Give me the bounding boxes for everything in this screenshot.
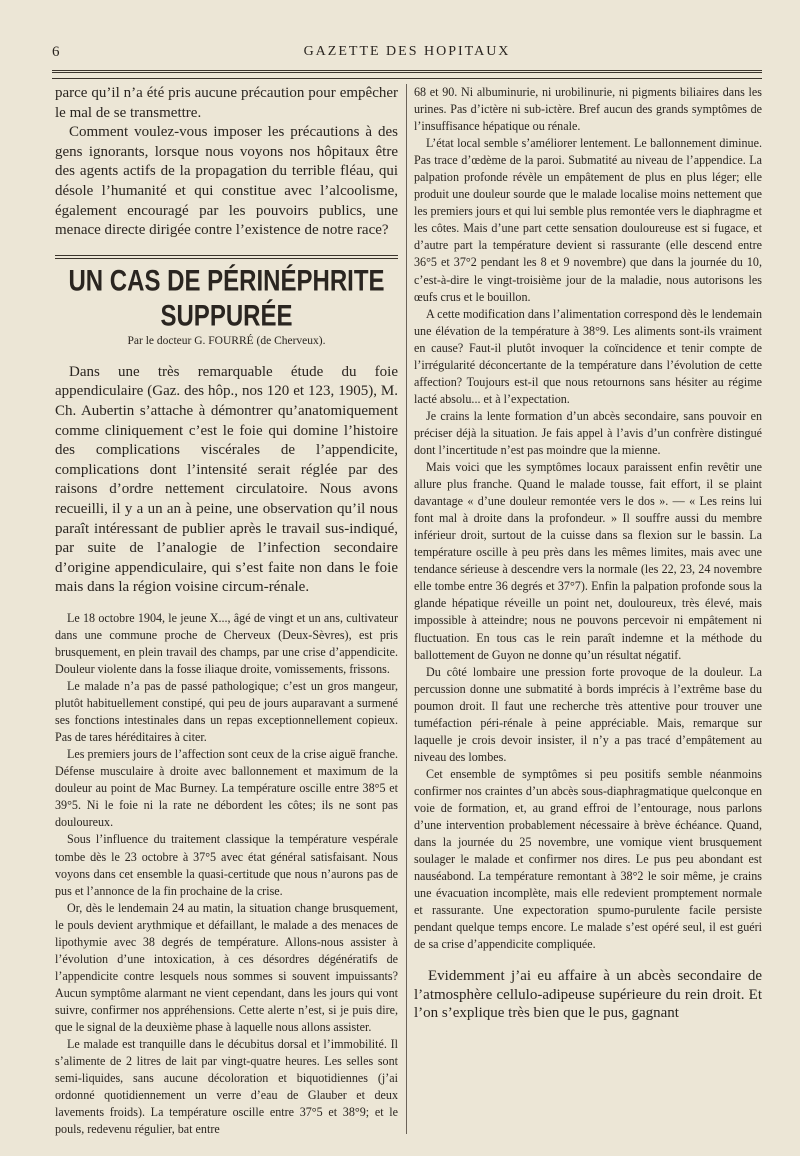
page-header <box>52 44 762 64</box>
body-paragraph: Mais voici que les symptômes locaux paraissent enfin revêtir une allure plus franche. Quand le malade tousse, fait effort, il se plaint davantage « d’une douleur remontée vers le dos ». — « Les reins lui font mal à droite dans la profondeur. » Il souffre aussi du membre inférieur droit, surtout de la cuisse dans sa flexion sur le bassin. La température oscille à peu près dans les mêmes limites, mais avec une tendance sérieuse à descendre vers la normale (les 22, 23, 24 novembre elle tombe entre 36 degrés et 37°7). Enfin la palpation profonde sous la glande hépatique réveille un point net, douloureux, très élevé, mais impossible à atteindre; nous ne pouvons percevoir ni empâtement ni fluctuation. En tous cas le rein paraît indemne et la méthode du ballottement de Guyon ne donne qu’un résultat négatif. <box>414 460 762 662</box>
body-paragraph: Du côté lombaire une pression forte provoque de la douleur. La percussion donne une submatité à bords imprécis à l’extrême base du poumon droit. Il faut une recherche très attentive pour trouver une tuméfaction péri-rénale à peine appréciable. Mais, remarque sur laquelle je crois devoir insister, il n’y a pas tracé d’empâtement au niveau des lombes. <box>414 664 762 764</box>
article-lead <box>55 363 398 598</box>
intro-text <box>55 84 398 241</box>
article-body-left <box>55 610 398 1138</box>
body-paragraph: Le 18 octobre 1904, le jeune X..., âgé de vingt et un ans, cultivateur dans une commune proche de Cherveux (Deux-Sèvres), est pris brusquement, en plein travail des champs, par une crise d’appendicite. Douleur violente dans la fosse iliaque droite, vomissements, frissons. <box>55 610 398 677</box>
column-separator <box>406 84 407 1134</box>
body-paragraph: L’état local semble s’améliorer lentement. Le ballonnement diminue. Pas trace d’œdème de la paroi. Submatité au niveau de l’appendice. La palpation profonde révèle un empâtement de plus en plus léger; elle produit une douleur sourde que le malade localise moins nettement que les premiers jours et qui lui semble plus remontée vers le diaphragme et les côtes. Mais d’une part cette sensation douloureuse est si fugace, et d’autre part la température devient si rassurante (elle descend entre 36°5 et 37°2 pendant les 8 et 9 novembre) que dans la journée du 10, c’est-à-dire le vingt-troisième jour de la maladie, nous autorisons les œufs crus et le bouillon. <box>414 136 762 304</box>
article-body-right <box>414 84 762 953</box>
page-number: 6 <box>52 44 60 60</box>
header-rule-thin <box>52 78 762 79</box>
body-paragraph: Le malade est tranquille dans le décubitus dorsal et l’immobilité. Il s’alimente de 2 litres de lait par vingt-quatre heures. Les selles sont semi-liquides, sans aucune décoloration et biquotidiennes (j’ai ordonné quotidiennement un verre d’eau de Glauber et deux lavements froids). La température oscille entre 37°5 et 38°9; et le pouls, redevenu régulier, bat entre <box>55 1037 398 1137</box>
lead-paragraph: Dans une très remarquable étude du foie appendiculaire (Gaz. des hôp., nos 120 et 123, 1905), M. Ch. Aubertin s’attache à démontrer qu’anatomiquement comme cliniquement c’est le foie qui domine l’histoire des complications viscérales de l’appendicite, complications dont l’intensité serait réglée par des raisons d’ordre nettement circulatoire. Nous avons recueilli, il y a un an à peine, une observation qu’il nous paraît intéressant de publier après le travail sus-indiqué, par suite de l’analogie de l’infection secondaire d’origine appendiculaire, qui s’est faite non dans le foie mais dans la région voisine circum-rénale. <box>55 363 398 596</box>
body-paragraph: Je crains la lente formation d’un abcès secondaire, sans pouvoir en préciser déjà la situation. Je fais appel à l’avis d’un confrère distingué dont l’incertitude n’est pas moindre que la mienne. <box>414 408 762 457</box>
intro-paragraph: Comment voulez-vous imposer les précautions à des gens ignorants, lorsque nous voyons nos hôpitaux être des agents actifs de la propagation du terrible fléau, qui désole l’humanité et qui constitue avec l’alcoolisme, également encouragé par les pouvoirs publics, une menace directe dirigée contre l’existence de notre race? <box>55 124 398 239</box>
header-rule <box>52 70 762 73</box>
body-paragraph: A cette modification dans l’alimentation correspond dès le lendemain une élévation de la température à 38°9. Les aliments sont-ils vraiment en cause? Faut-il plutôt invoquer la coïncidence et tenir compte de l’irrégularité déconcertante de la température dans l’évolution de cette affection? Toujours est-il que nous retournons sans hésiter au régime lacté absolu... et à l’expectation. <box>414 306 762 406</box>
article-byline: Par le docteur G. FOURRÉ (de Cherveux). <box>127 334 326 347</box>
body-paragraph: Cet ensemble de symptômes si peu positifs semble néanmoins confirmer nos craintes d’un abcès sous-diaphragmatique quelconque en voie de formation, et, au grand effroi de l’entourage, nous parlons d’une intervention probablement nécessaire à brève échéance. Quand, dans la journée du 25 novembre, une vomique vient brusquement soulager le malade et confirmer nos dires. Le pus peu abondant est nauséabond. La température remontant à 38°2 le soir même, je crains une évacuation incomplète, mais elle redevient promptement normale et rassurante. Une expectoration spumo-purulente facile persiste pendant quelque temps encore. Le malade s’est opéré seul, il est guéri de sa crise d’appendicite compliquée. <box>414 766 762 952</box>
intro-paragraph: parce qu’il n’a été pris aucune précaution pour empêcher le mal de se transmettre. <box>55 85 398 121</box>
running-title: GAZETTE DES HOPITAUX <box>303 44 511 59</box>
body-paragraph: 68 et 90. Ni albuminurie, ni urobilinurie, ni pigments biliaires dans les urines. Pas d’ictère ni sub-ictère. Bref aucun des grands symptômes de l’insuffisance hépatique ou rénale. <box>414 85 762 134</box>
body-paragraph: Or, dès le lendemain 24 au matin, la situation change brusquement, le pouls devient arythmique et défaillant, le malade a des menaces de lipothymie avec 38 degrés de température. Allons-nous assister à l’évolution d’une intoxication, à ces désordres dégénératifs de l’appendicite contre lesquels nous sommes si souvent impuissants? Aucun symptôme alarmant ne vient cependant, dans les jours qui vont suivre, confirmer nos appréhensions. Cette alerte n’est, si je puis dire, que le signal de la deuxième phase à laquelle nous allons assister. <box>55 900 398 1034</box>
closing-paragraph: Evidemment j’ai eu affaire à un abcès secondaire de l’atmosphère cellulo-adipeuse supérieure du rein droit. Et l’on s’explique très bien que le pus, gagnant <box>414 968 762 1022</box>
body-paragraph: Les premiers jours de l’affection sont ceux de la crise aiguë franche. Défense musculaire à droite avec ballonnement et maximum de la douleur au point de Mac Burney. La température oscille entre 38°5 et 39°5. Ni le foie ni la rate ne débordent les côtes; ils ne sont pas douloureux. <box>55 747 398 830</box>
closing-text <box>414 967 762 1023</box>
article-title: UN CAS DE PÉRINÉPHRITE SUPPURÉE <box>68 263 385 333</box>
section-divider <box>55 255 398 259</box>
body-paragraph: Sous l’influence du traitement classique la température vespérale tombe dès le 23 octobre à 37°5 avec état général satisfaisant. Nous voyons dans cet ensemble la quasi-certitude que nous n’aurons pas de pus et l’annonce de la fin prochaine de la crise. <box>55 832 398 898</box>
left-column <box>55 84 398 1138</box>
body-paragraph: Le malade n’a pas de passé pathologique; c’est un gros mangeur, plutôt habituellement constipé, qui peu de jours auparavant a surmené ses fonctions intestinales dans un repas exceptionnellement copieux. Pas de tares héréditaires à citer. <box>55 679 398 745</box>
right-column <box>414 84 762 1023</box>
